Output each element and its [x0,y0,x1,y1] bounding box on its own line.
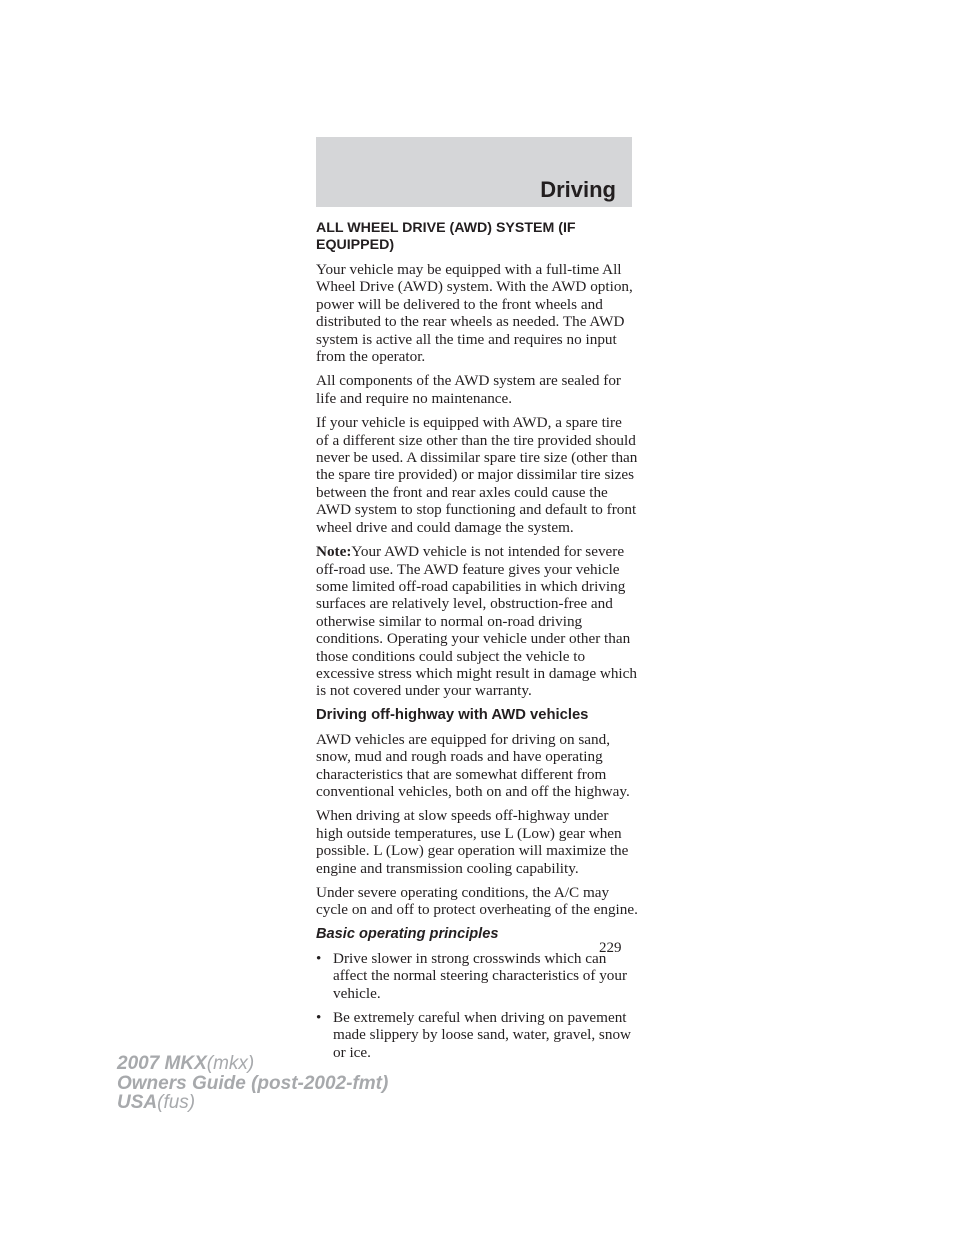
footer-line-market [117,1093,388,1113]
note-text: Your AWD vehicle is not intended for severe off-road use. The AWD feature gives your vehicle some limited off-road capabilities in which driving surfaces are relatively level, obstruction-free and otherwise similar to normal on-road driving conditions. Operating your vehicle under other than those conditions could subject the vehicle to excessive stress which might result in damage which is not covered under your warranty. [316,543,637,700]
footer-model-code: (mkx) [206,1053,255,1074]
page-number: 229 [599,940,622,956]
list-item-text: Drive slower in strong crosswinds which can affect the normal steering characteristics of your vehicle. [333,949,628,1002]
footer-line-guide: Owners Guide (post-2002-fmt) [117,1072,389,1094]
footer-market: USA [117,1092,158,1113]
paragraph: Under severe operating conditions, the A/C may cycle on and off to protect overheating of the engine. [316,884,638,919]
main-heading: ALL WHEEL DRIVE (AWD) SYSTEM (IF EQUIPPED) [316,220,576,253]
footer-market-code: (fus) [157,1092,196,1113]
footer-model-year: 2007 MKX [117,1053,207,1074]
note-paragraph [316,543,638,700]
list-item [316,950,638,1002]
section-title: Driving [540,177,616,202]
note-label: Note: [316,543,352,561]
bullet-icon: • [316,1009,322,1027]
paragraph: Your vehicle may be equipped with a full-time All Wheel Drive (AWD) system. With the AWD option, power will be delivered to the front wheels and distributed to the rear wheels as needed. The AWD system is active all the time and requires no input from the operator. [316,261,633,366]
list-item-text: Be extremely careful when driving on pavement made slippery by loose sand, water, gravel, snow or ice. [333,1009,632,1061]
paragraph: When driving at slow speeds off-highway under high outside temperatures, use L (Low) gear when possible. L (Low) gear operation will maximize the engine and transmission cooling capability. [316,807,629,877]
page-content [316,220,638,1068]
subsubheading: Basic operating principles [316,925,499,942]
bullet-icon: • [316,949,322,967]
paragraph: All components of the AWD system are sealed for life and require no maintenance. [316,372,621,407]
paragraph: AWD vehicles are equipped for driving on sand, snow, mud and rough roads and have operating characteristics that are somewhat different from conventional vehicles, both on and off the highway. [316,730,630,800]
footer-line-model [117,1054,388,1074]
bullet-list [316,950,638,1061]
document-footer [117,1054,388,1113]
paragraph: If your vehicle is equipped with AWD, a spare tire of a different size other than the tire provided should never be used. A dissimilar spare tire size (other than the spare tire provided) or major dissimilar tire sizes between the front and rear axles could cause the AWD system to stop functioning and default to front wheel drive and could damage the system. [316,414,638,536]
subheading: Driving off-highway with AWD vehicles [316,706,589,723]
section-header-band [316,137,632,207]
